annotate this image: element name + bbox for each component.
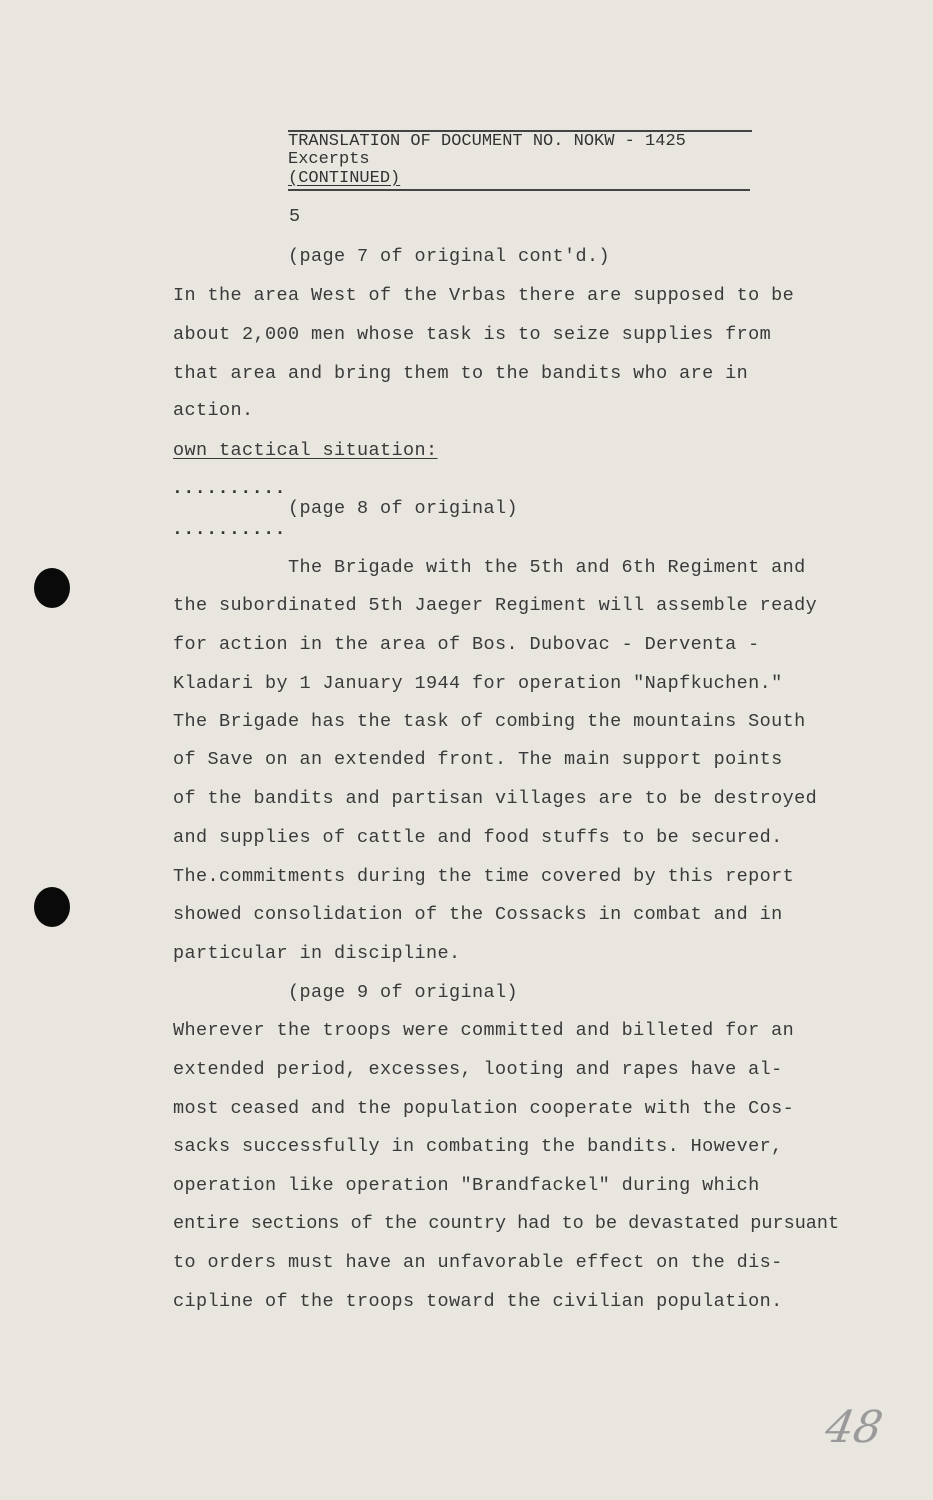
page-7-reference: (page 7 of original cont'd.): [288, 246, 611, 267]
paragraph-3-line-4: sacks successfully in combating the bandits. However,: [173, 1136, 783, 1157]
paragraph-2-line-3: for action in the area of Bos. Dubovac - Derventa -: [173, 634, 760, 655]
paragraph-2-line-11: particular in discipline.: [173, 943, 461, 964]
paragraph-2-line-7: of the bandits and partisan villages are to be destroyed: [173, 788, 818, 809]
paragraph-3-line-6: entire sections of the country had to be devastated pursuant: [173, 1213, 840, 1234]
page-8-reference: (page 8 of original): [288, 498, 519, 519]
paragraph-3-line-3: most ceased and the population cooperate with the Cos-: [173, 1098, 795, 1119]
ellipsis-top: ..........: [172, 479, 287, 499]
paragraph-3-line-7: to orders must have an unfavorable effect on the dis-: [173, 1252, 783, 1273]
paragraph-2-line-2: the subordinated 5th Jaeger Regiment will assemble ready: [173, 595, 818, 616]
paragraph-2-line-5: The Brigade has the task of combing the mountains South: [173, 711, 806, 732]
paragraph-2-line-6: of Save on an extended front. The main support points: [173, 749, 783, 770]
paragraph-2-line-4: Kladari by 1 January 1944 for operation "Napfkuchen.": [173, 673, 783, 694]
paragraph-2-line-9: The.commitments during the time covered by this report: [173, 866, 795, 887]
paragraph-3-line-2: extended period, excesses, looting and rapes have al-: [173, 1059, 783, 1080]
header-bottom-rule: [288, 189, 750, 191]
document-subtitle: Excerpts: [288, 150, 370, 169]
paragraph-1-line-1: In the area West of the Vrbas there are supposed to be: [173, 285, 795, 306]
page-9-reference: (page 9 of original): [288, 982, 519, 1003]
paragraph-1-line-2: about 2,000 men whose task is to seize supplies from: [173, 324, 772, 345]
paragraph-3-line-1: Wherever the troops were committed and billeted for an: [173, 1020, 795, 1041]
ellipsis-bottom: ..........: [172, 520, 287, 540]
page-number: 5: [289, 206, 301, 227]
handwritten-folio-number: 48: [821, 1402, 887, 1453]
paragraph-1-line-4: action.: [173, 400, 254, 421]
document-title: TRANSLATION OF DOCUMENT NO. NOKW - 1425: [288, 132, 686, 151]
paragraph-2-line-8: and supplies of cattle and food stuffs to be secured.: [173, 827, 783, 848]
paragraph-1-line-3: that area and bring them to the bandits who are in: [173, 363, 749, 384]
paragraph-2-line-1: The Brigade with the 5th and 6th Regiment and: [288, 557, 806, 578]
punch-hole-top: [34, 568, 70, 608]
paragraph-2-line-10: showed consolidation of the Cossacks in combat and in: [173, 904, 783, 925]
punch-hole-bottom: [34, 887, 70, 927]
section-heading: own tactical situation:: [173, 440, 438, 461]
paragraph-3-line-5: operation like operation "Brandfackel" during which: [173, 1175, 760, 1196]
paragraph-3-line-8: cipline of the troops toward the civilian population.: [173, 1291, 783, 1312]
continued-label: (CONTINUED): [288, 169, 401, 188]
